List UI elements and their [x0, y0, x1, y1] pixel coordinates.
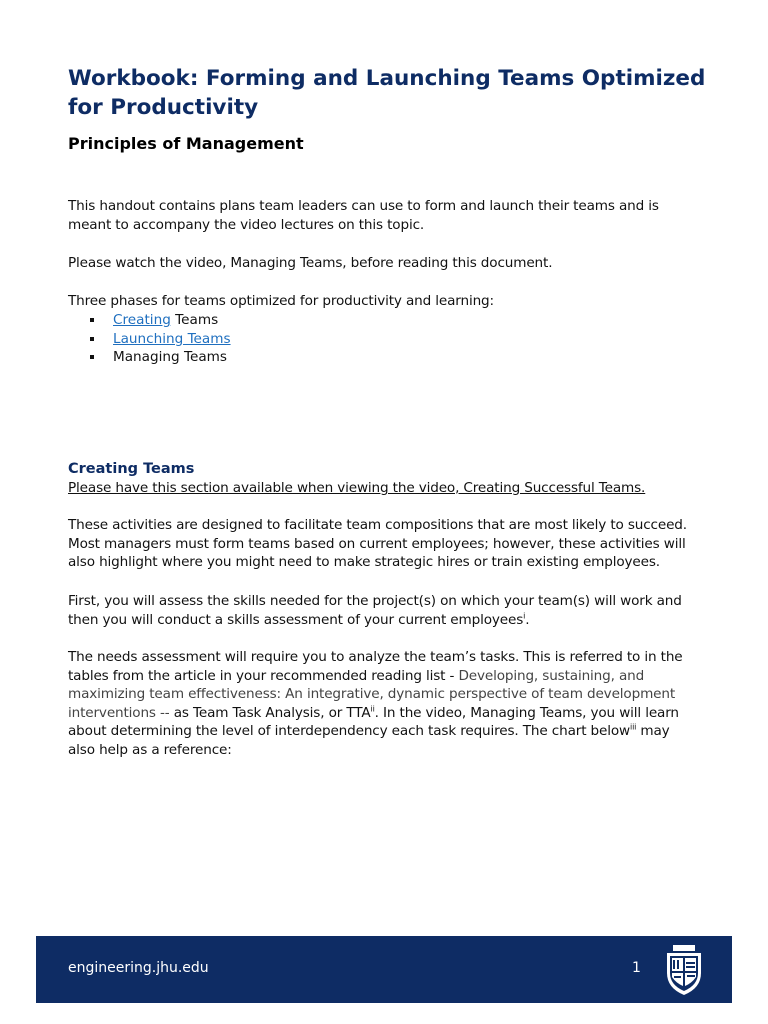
page-number: 1 [632, 960, 641, 976]
jhu-shield-icon [660, 942, 708, 998]
bullet-icon [90, 337, 94, 341]
phases-list [88, 311, 231, 367]
launching-teams-link[interactable]: Launching Teams [113, 330, 231, 347]
needs-assessment-paragraph: The needs assessment will require you to analyze the team’s tasks. This is referred to in the tables from the article in your recommended reading list - Developing, sustaining, and maximizing team effectiveness: An integrative, dynamic perspective of team development interventions -- as Team Task Analysis, or TTA$^{ii}$. In the video, Managing Teams, you will learn about determining the level of interdependency each task requires. The chart below$^{iii}$ may also help as a reference: [68, 649, 683, 758]
page-footer [36, 936, 732, 1003]
document-subtitle: Principles of Management [68, 134, 304, 153]
list-item-text: Teams [170, 312, 219, 328]
footnote-ref[interactable]: iii [630, 722, 637, 732]
list-item [88, 330, 231, 349]
section-note: Please have this section available when viewing the video, Creating Successful Teams. [68, 480, 646, 496]
list-item-text: Managing Teams [113, 349, 227, 365]
skills-paragraph: First, you will assess the skills needed for the project(s) on which your team(s) will work and then you will conduct a skills assessment of your current employees$^i$. [68, 593, 682, 628]
intro-paragraph: This handout contains plans team leaders can use to form and launch their teams and is meant to accompany the video lectures on this topic. [68, 198, 659, 233]
footnote-ref[interactable]: i [523, 610, 526, 620]
watch-note: Please watch the video, Managing Teams, before reading this document. [68, 255, 553, 271]
bullet-icon [90, 355, 94, 359]
footnote-ref[interactable]: ii [370, 703, 375, 713]
list-item [88, 311, 231, 330]
list-item [88, 348, 231, 367]
reference-title: Developing, sustaining, and maximizing team effectiveness: An integrative, dynamic perspective of team development interventions -- [68, 667, 676, 721]
footer-url[interactable]: engineering.jhu.edu [68, 960, 209, 976]
bullet-icon [90, 318, 94, 322]
section-heading: Creating Teams [68, 461, 195, 477]
activities-paragraph: These activities are designed to facilitate team compositions that are most likely to succeed. Most managers must form teams based on current employees; however, these activities will also highlight where you might need to make strategic hires or train existing employees. [68, 517, 687, 570]
creating-link[interactable]: Creating [113, 312, 171, 328]
document-title: Workbook: Forming and Launching Teams Optimized for Productivity [68, 66, 706, 120]
phases-intro: Three phases for teams optimized for productivity and learning: [68, 293, 494, 309]
